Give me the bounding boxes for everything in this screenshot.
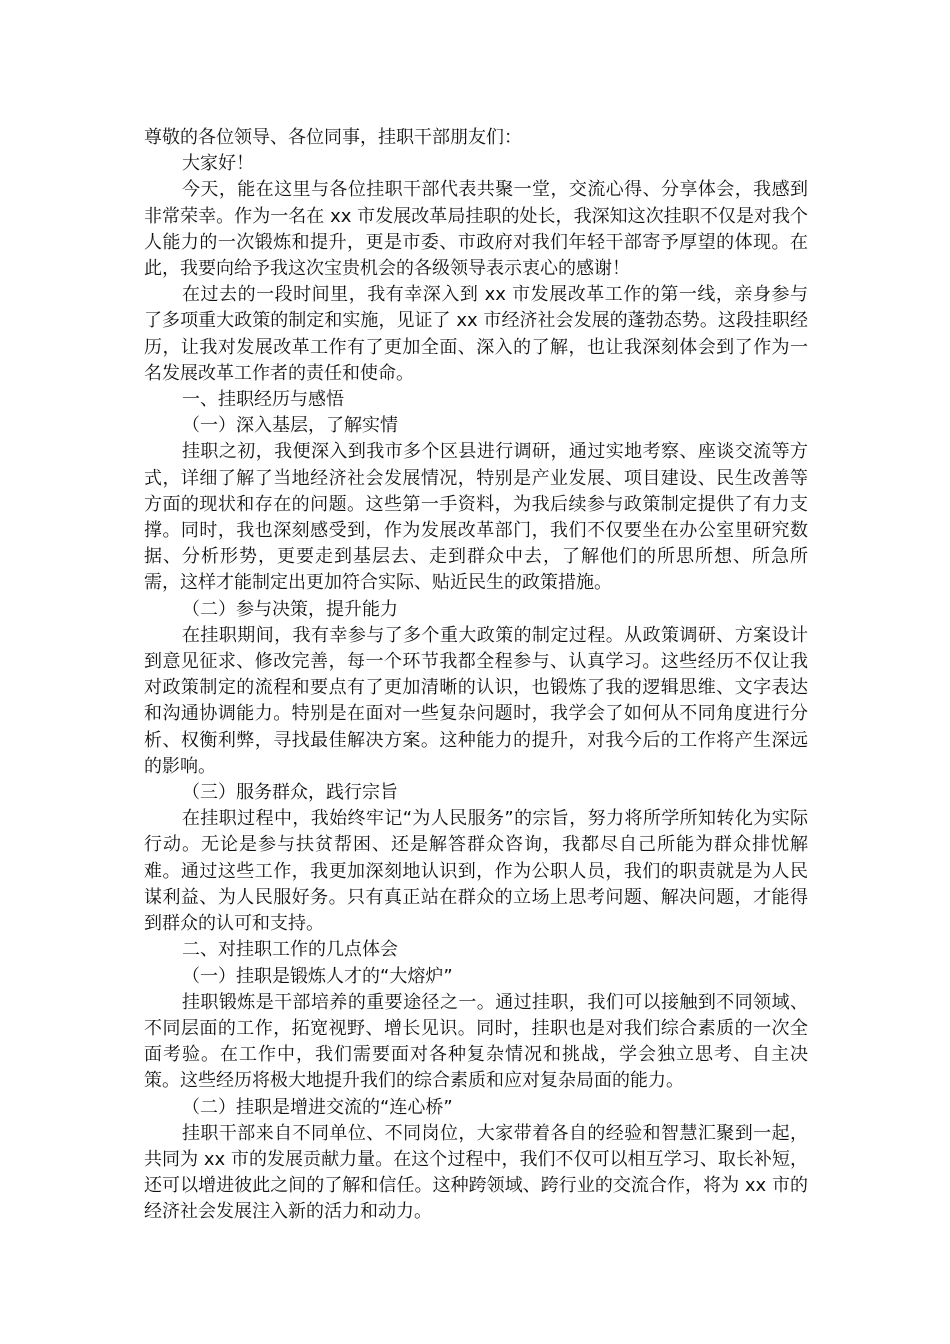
section-1-subsection-3-body: 在挂职过程中，我始终牢记“为人民服务”的宗旨，努力将所学所知转化为实际行动。无论是参与扶贫帮困、还是解答群众咨询，我都尽自己所能为群众排忧解难。通过这些工作，我更加深刻地认识到，作为公职人员，我们的职责就是为人民谋利益、为人民服好务。只有真正站在群众的立场上思考问题、解决问题，才能得到群众的认可和支持。	[144, 808, 808, 935]
section-1-subsection-3-title: （三）服务群众，践行宗旨	[182, 782, 398, 804]
intro-paragraph-1: 今天，能在这里与各位挂职干部代表共聚一堂，交流心得、分享体会，我感到非常荣幸。作为一名在 xx 市发展改革局挂职的处长，我深知这次挂职不仅是对我个人能力的一次锻炼和提升，更是市委、市政府对我们年轻干部寄予厚望的体现。在此，我要向给予我这次宝贵机会的各级领导表示衷心的感谢！	[144, 179, 808, 280]
document-page	[144, 125, 808, 1226]
section-2-subsection-1-title: （一）挂职是锻炼人才的“大熔炉”	[182, 965, 453, 987]
greeting: 大家好！	[182, 153, 254, 175]
section-2-title: 二、对挂职工作的几点体会	[182, 939, 398, 961]
section-1-title: 一、挂职经历与感悟	[182, 389, 344, 411]
salutation: 尊敬的各位领导、各位同事，挂职干部朋友们：	[144, 127, 522, 148]
section-2-subsection-2-body: 挂职干部来自不同单位、不同岗位，大家带着各自的经验和智慧汇聚到一起，共同为 xx 市的发展贡献力量。在这个过程中，我们不仅可以相互学习、取长补短，还可以增进彼此之间的了解和信任。这种跨领域、跨行业的交流合作，将为 xx 市的经济社会发展注入新的活力和动力。	[144, 1122, 808, 1223]
section-1-subsection-2-body: 在挂职期间，我有幸参与了多个重大政策的制定过程。从政策调研、方案设计到意见征求、修改完善，每一个环节我都全程参与、认真学习。这些经历不仅让我对政策制定的流程和要点有了更加清晰的认识，也锻炼了我的逻辑思维、文字表达和沟通协调能力。特别是在面对一些复杂问题时，我学会了如何从不同角度进行分析、权衡利弊，寻找最佳解决方案。这种能力的提升，对我今后的工作将产生深远的影响。	[144, 624, 808, 777]
section-2-subsection-1-body: 挂职锻炼是干部培养的重要途径之一。通过挂职，我们可以接触到不同领域、不同层面的工作，拓宽视野、增长见识。同时，挂职也是对我们综合素质的一次全面考验。在工作中，我们需要面对各种复杂情况和挑战，学会独立思考、自主决策。这些经历将极大地提升我们的综合素质和应对复杂局面的能力。	[144, 991, 808, 1092]
intro-paragraph-2: 在过去的一段时间里，我有幸深入到 xx 市发展改革工作的第一线，亲身参与了多项重大政策的制定和实施，见证了 xx 市经济社会发展的蓬勃态势。这段挂职经历，让我对发展改革工作有了更加全面、深入的了解，也让我深刻体会到了作为一名发展改革工作者的责任和使命。	[144, 284, 808, 384]
section-1-subsection-1-body: 挂职之初，我便深入到我市多个区县进行调研，通过实地考察、座谈交流等方式，详细了解了当地经济社会发展情况，特别是产业发展、项目建设、民生改善等方面的现状和存在的问题。这些第一手资料，为我后续参与政策制定提供了有力支撑。同时，我也深刻感受到，作为发展改革部门，我们不仅要坐在办公室里研究数据、分析形势，更要走到基层去、走到群众中去，了解他们的所思所想、所急所需，这样才能制定出更加符合实际、贴近民生的政策措施。	[144, 441, 808, 594]
section-2-subsection-2-title: （二）挂职是增进交流的“连心桥”	[182, 1096, 453, 1118]
section-1-subsection-1-title: （一）深入基层，了解实情	[182, 415, 398, 437]
section-1-subsection-2-title: （二）参与决策，提升能力	[182, 598, 398, 620]
